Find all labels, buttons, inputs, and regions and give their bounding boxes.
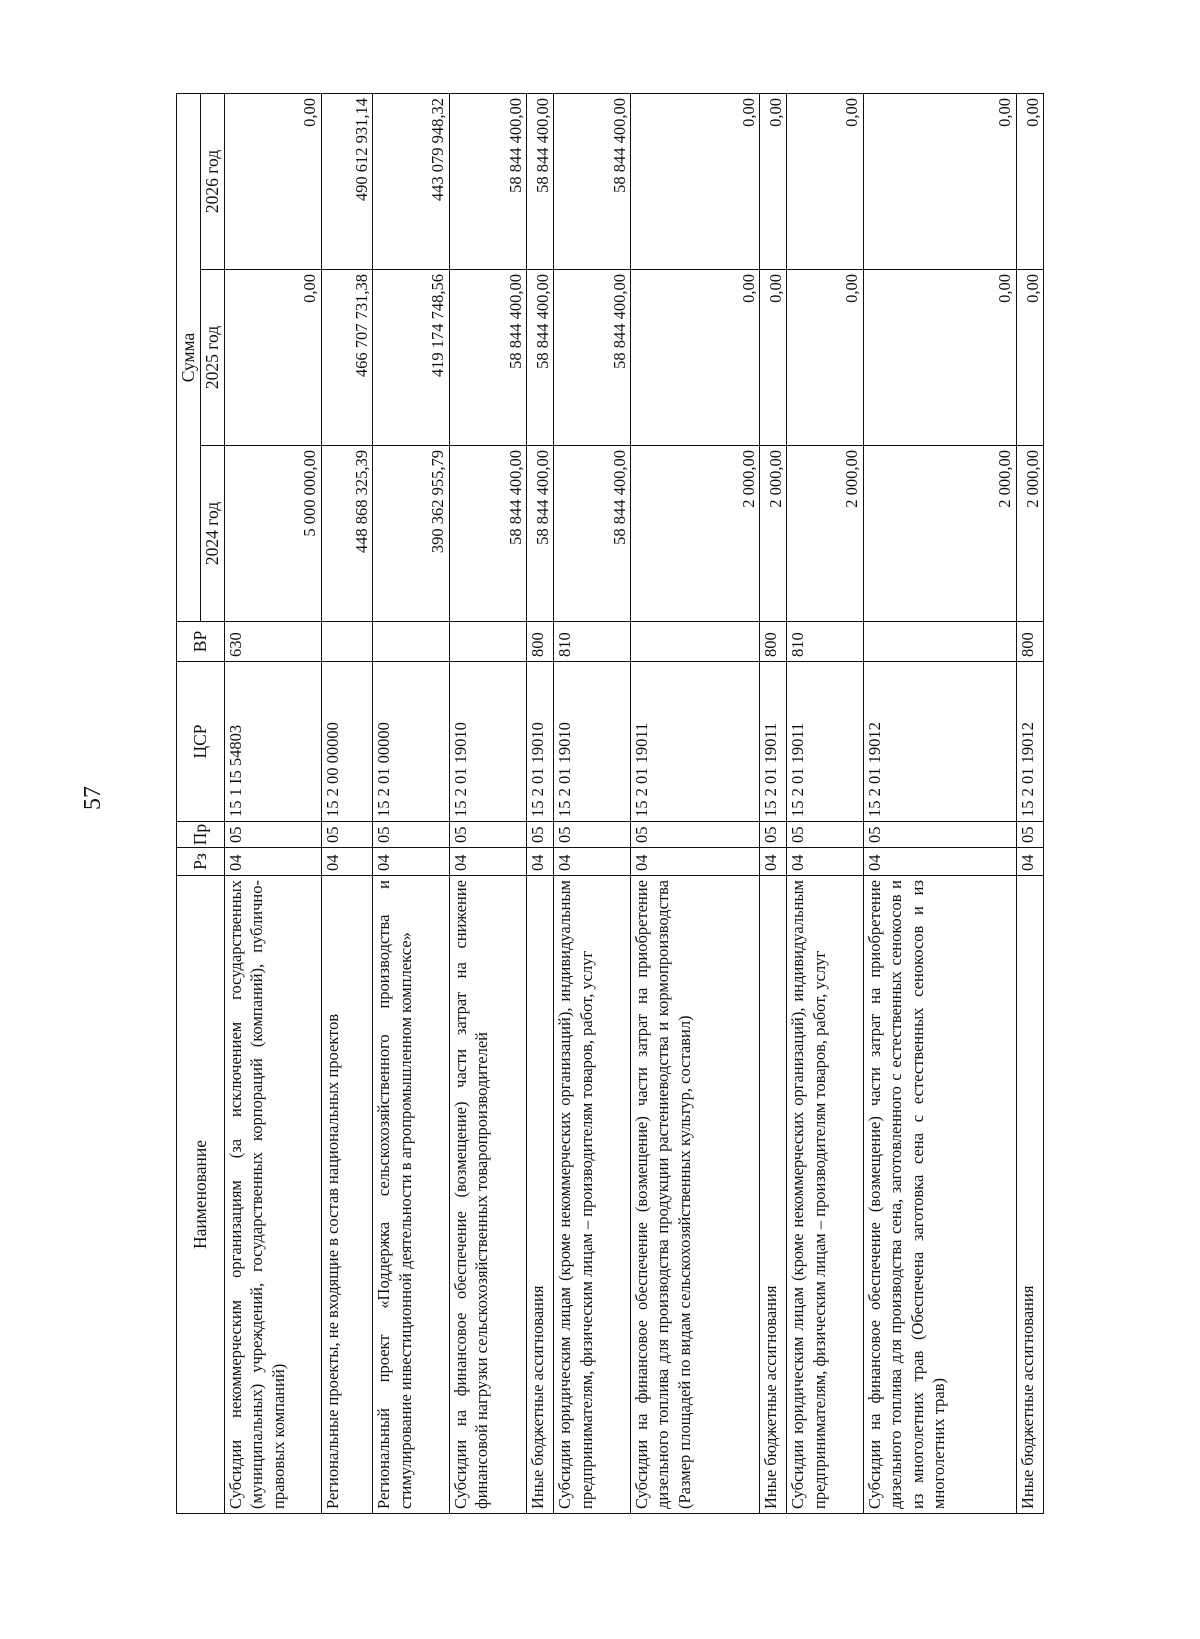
- table-row: [630, 93, 759, 1513]
- row-rz: 04: [321, 848, 373, 876]
- row-vr: 800: [760, 622, 787, 662]
- row-sum-2026: 443 079 948,32: [373, 93, 450, 269]
- row-rz: 04: [554, 848, 631, 876]
- row-csr: 15 2 00 00000: [321, 662, 373, 822]
- table-row: [449, 93, 527, 1513]
- row-pr: 05: [630, 822, 759, 848]
- table-row: [373, 93, 450, 1513]
- row-vr: [449, 622, 527, 662]
- table-row: [863, 93, 1016, 1513]
- row-rz: 04: [224, 848, 321, 876]
- row-sum-2024: 2 000,00: [863, 446, 1016, 622]
- header-name: Наименование: [177, 876, 225, 1514]
- row-vr: 810: [787, 622, 864, 662]
- row-vr: 800: [1016, 622, 1043, 662]
- row-name: Иные бюджетные ассигнования: [527, 876, 554, 1514]
- row-name: Субсидии некоммерческим организациям (за исключением государственных (муниципальных) учреждений, государственных корпораций (компаний), публично-правовых компаний): [224, 876, 321, 1514]
- row-sum-2026: 58 844 400,00: [527, 93, 554, 269]
- header-year-2026: 2026 год: [201, 93, 225, 269]
- row-rz: 04: [760, 848, 787, 876]
- row-pr: 05: [1016, 822, 1043, 848]
- row-vr: 630: [224, 622, 321, 662]
- row-sum-2024: 390 362 955,79: [373, 446, 450, 622]
- row-sum-2025: 0,00: [787, 270, 864, 446]
- page-number: 57: [80, 786, 106, 810]
- table-row: [554, 93, 631, 1513]
- row-csr: 15 1 I5 54803: [224, 662, 321, 822]
- row-sum-2024: 448 868 325,39: [321, 446, 373, 622]
- row-csr: 15 2 01 19012: [1016, 662, 1043, 822]
- row-rz: 04: [449, 848, 527, 876]
- row-csr: 15 2 01 19011: [760, 662, 787, 822]
- table-row: [527, 93, 554, 1513]
- row-sum-2026: 58 844 400,00: [449, 93, 527, 269]
- row-sum-2026: 0,00: [630, 93, 759, 269]
- row-sum-2025: 466 707 731,38: [321, 270, 373, 446]
- row-csr: 15 2 01 19010: [554, 662, 631, 822]
- row-pr: 05: [373, 822, 450, 848]
- row-rz: 04: [527, 848, 554, 876]
- row-name: Субсидии на финансовое обеспечение (возмещение) части затрат на приобретение дизельного топлива для производства продукции растениеводства и кормопроизводства (Размер площадей по видам сельскохозяйственных культур, составил): [630, 876, 759, 1514]
- row-sum-2025: 0,00: [630, 270, 759, 446]
- rotated-budget-table: [176, 94, 1044, 1514]
- row-rz: 04: [1016, 848, 1043, 876]
- header-rz: Рз: [177, 848, 225, 876]
- row-vr: 800: [527, 622, 554, 662]
- row-rz: 04: [373, 848, 450, 876]
- row-sum-2024: 2 000,00: [1016, 446, 1043, 622]
- row-sum-2024: 58 844 400,00: [554, 446, 631, 622]
- row-sum-2024: 5 000 000,00: [224, 446, 321, 622]
- row-pr: 05: [527, 822, 554, 848]
- header-year-2025: 2025 год: [201, 270, 225, 446]
- row-pr: 05: [863, 822, 1016, 848]
- row-sum-2026: 0,00: [1016, 93, 1043, 269]
- row-sum-2025: 419 174 748,56: [373, 270, 450, 446]
- row-pr: 05: [554, 822, 631, 848]
- row-name: Региональный проект «Поддержка сельскохозяйственного производства и стимулирование инвестиционной деятельности в агропромышленном комплексе»: [373, 876, 450, 1514]
- row-csr: 15 2 01 00000: [373, 662, 450, 822]
- header-year-2024: 2024 год: [201, 446, 225, 622]
- row-sum-2026: 58 844 400,00: [554, 93, 631, 269]
- row-sum-2026: 0,00: [863, 93, 1016, 269]
- row-sum-2026: 0,00: [224, 93, 321, 269]
- row-vr: [373, 622, 450, 662]
- row-sum-2024: 2 000,00: [787, 446, 864, 622]
- row-sum-2025: 0,00: [863, 270, 1016, 446]
- budget-table: [176, 93, 1044, 1514]
- row-sum-2025: 0,00: [224, 270, 321, 446]
- row-sum-2024: 2 000,00: [760, 446, 787, 622]
- row-csr: 15 2 01 19011: [630, 662, 759, 822]
- row-vr: 810: [554, 622, 631, 662]
- table-row: [1016, 93, 1043, 1513]
- header-vr: ВР: [177, 622, 225, 662]
- row-csr: 15 2 01 19012: [863, 662, 1016, 822]
- header-sum: Сумма: [177, 93, 201, 621]
- row-sum-2025: 0,00: [760, 270, 787, 446]
- row-sum-2025: 58 844 400,00: [449, 270, 527, 446]
- row-pr: 05: [321, 822, 373, 848]
- table-row: [224, 93, 321, 1513]
- row-csr: 15 2 01 19010: [527, 662, 554, 822]
- row-sum-2026: 0,00: [787, 93, 864, 269]
- header-csr: ЦСР: [177, 662, 225, 822]
- row-pr: 05: [760, 822, 787, 848]
- row-name: Субсидии на финансовое обеспечение (возмещение) части затрат на снижение финансовой нагрузки сельскохозяйственных товаропроизводителей: [449, 876, 527, 1514]
- row-rz: 04: [630, 848, 759, 876]
- row-pr: 05: [224, 822, 321, 848]
- table-row: [321, 93, 373, 1513]
- row-pr: 05: [449, 822, 527, 848]
- row-sum-2025: 0,00: [1016, 270, 1043, 446]
- row-name: Иные бюджетные ассигнования: [760, 876, 787, 1514]
- row-sum-2026: 490 612 931,14: [321, 93, 373, 269]
- row-pr: 05: [787, 822, 864, 848]
- row-sum-2025: 58 844 400,00: [554, 270, 631, 446]
- row-csr: 15 2 01 19011: [787, 662, 864, 822]
- row-rz: 04: [787, 848, 864, 876]
- row-name: Субсидии на финансовое обеспечение (возмещение) части затрат на приобретение дизельного топлива для производства сена, заготовленного с естественных сенокосов и из многолетних трав (Обеспечена заготовка сена с естественных сенокосов и из многолетних трав): [863, 876, 1016, 1514]
- row-name: Иные бюджетные ассигнования: [1016, 876, 1043, 1514]
- row-sum-2024: 2 000,00: [630, 446, 759, 622]
- table-row: [760, 93, 787, 1513]
- row-name: Субсидии юридическим лицам (кроме некоммерческих организаций), индивидуальным предпринимателям, физическим лицам – производителям товаров, работ, услуг: [554, 876, 631, 1514]
- row-sum-2024: 58 844 400,00: [527, 446, 554, 622]
- row-name: Региональные проекты, не входящие в состав национальных проектов: [321, 876, 373, 1514]
- table-row: [787, 93, 864, 1513]
- row-vr: [863, 622, 1016, 662]
- row-vr: [321, 622, 373, 662]
- row-sum-2024: 58 844 400,00: [449, 446, 527, 622]
- row-rz: 04: [863, 848, 1016, 876]
- row-vr: [630, 622, 759, 662]
- row-sum-2026: 0,00: [760, 93, 787, 269]
- row-name: Субсидии юридическим лицам (кроме некоммерческих организаций), индивидуальным предпринимателям, физическим лицам – производителям товаров, работ, услуг: [787, 876, 864, 1514]
- row-sum-2025: 58 844 400,00: [527, 270, 554, 446]
- header-pr: Пр: [177, 822, 225, 848]
- row-csr: 15 2 01 19010: [449, 662, 527, 822]
